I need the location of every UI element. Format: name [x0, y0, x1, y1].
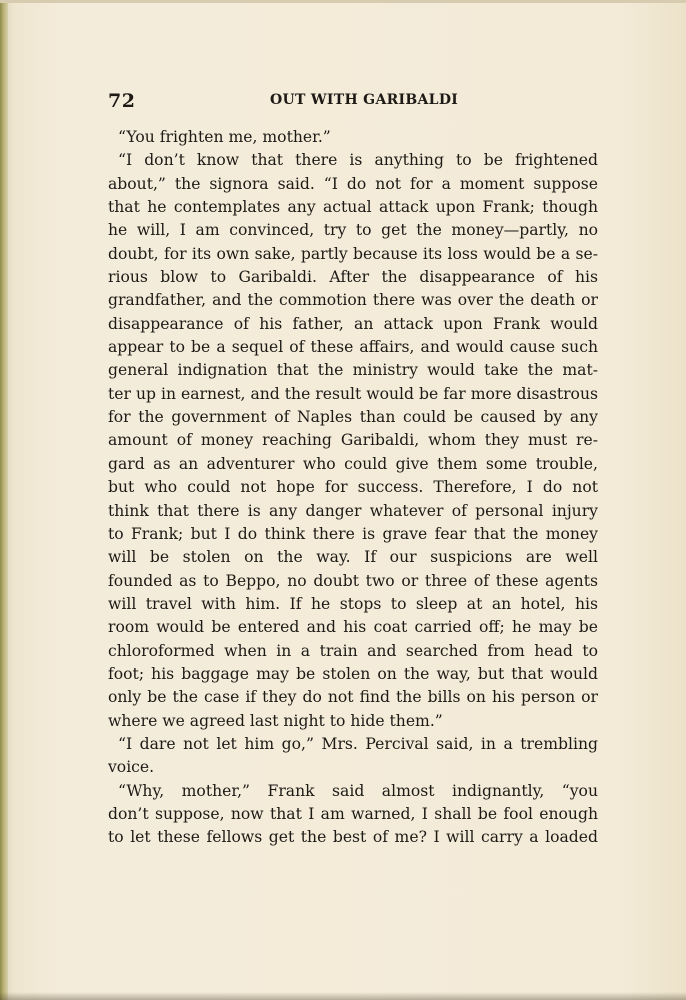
text-line: voice. [108, 758, 155, 777]
text-line: to let these fellows get the best of me? I will carry a loaded [108, 828, 598, 847]
text-line: general indignation that the ministry would take the mat- [108, 361, 598, 380]
text-line: chloroformed when in a train and searched from head to [108, 641, 598, 660]
text-line: “I don’t know that there is anything to be frightened [118, 151, 598, 170]
text-line: gard as an adventurer who could give them some trouble, [108, 454, 598, 473]
running-head: OUT WITH GARIBALDI [270, 92, 459, 108]
page-top-edge [0, 0, 686, 3]
body-text [108, 126, 598, 850]
text-line: grandfather, and the commotion there was over the death or [108, 291, 598, 310]
page-bottom-shadow [0, 992, 686, 1000]
text-line: but who could not hope for success. Therefore, I do not [108, 478, 598, 497]
text-line: will travel with him. If he stops to sleep at an hotel, his [108, 594, 598, 613]
text-line: only be the case if they do not find the bills on his person or [108, 688, 598, 707]
text-line: doubt, for its own sake, partly because its loss would be a se- [108, 244, 598, 263]
text-line: will be stolen on the way. If our suspicions are well [108, 548, 598, 567]
text-line: foot; his baggage may be stolen on the way, but that would [108, 664, 598, 683]
text-line: appear to be a sequel of these affairs, and would cause such [108, 338, 598, 357]
text-line: to Frank; but I do think there is grave fear that the money [108, 524, 598, 543]
text-line: he will, I am convinced, try to get the money—partly, no [108, 221, 598, 240]
text-line: disappearance of his father, an attack upon Frank would [108, 314, 598, 333]
text-line: ter up in earnest, and the result would be far more disastrous [108, 384, 598, 403]
text-line: amount of money reaching Garibaldi, whom they must re- [108, 431, 598, 450]
binding-edge [0, 0, 8, 1000]
text-line: “You frighten me, mother.” [118, 128, 331, 146]
text-line: think that there is any danger whatever of personal injury [108, 501, 598, 520]
text-line: where we agreed last night to hide them.” [108, 711, 443, 730]
text-line: founded as to Beppo, no doubt two or three of these agents [108, 571, 598, 590]
text-line: that he contemplates any actual attack upon Frank; though [108, 198, 598, 217]
text-line: rious blow to Garibaldi. After the disappearance of his [108, 268, 598, 287]
page-header [108, 90, 598, 112]
text-line: don’t suppose, now that I am warned, I shall be fool enough [108, 804, 598, 823]
text-line: “Why, mother,” Frank said almost indignantly, “you [118, 781, 598, 800]
text-line: for the government of Naples than could be caused by any [108, 408, 598, 427]
page-number: 72 [108, 90, 136, 112]
text-line: “I dare not let him go,” Mrs. Percival said, in a trembling [118, 734, 598, 753]
text-line: about,” the signora said. “I do not for a moment suppose [108, 174, 598, 193]
text-line: room would be entered and his coat carried off; he may be [108, 618, 598, 637]
